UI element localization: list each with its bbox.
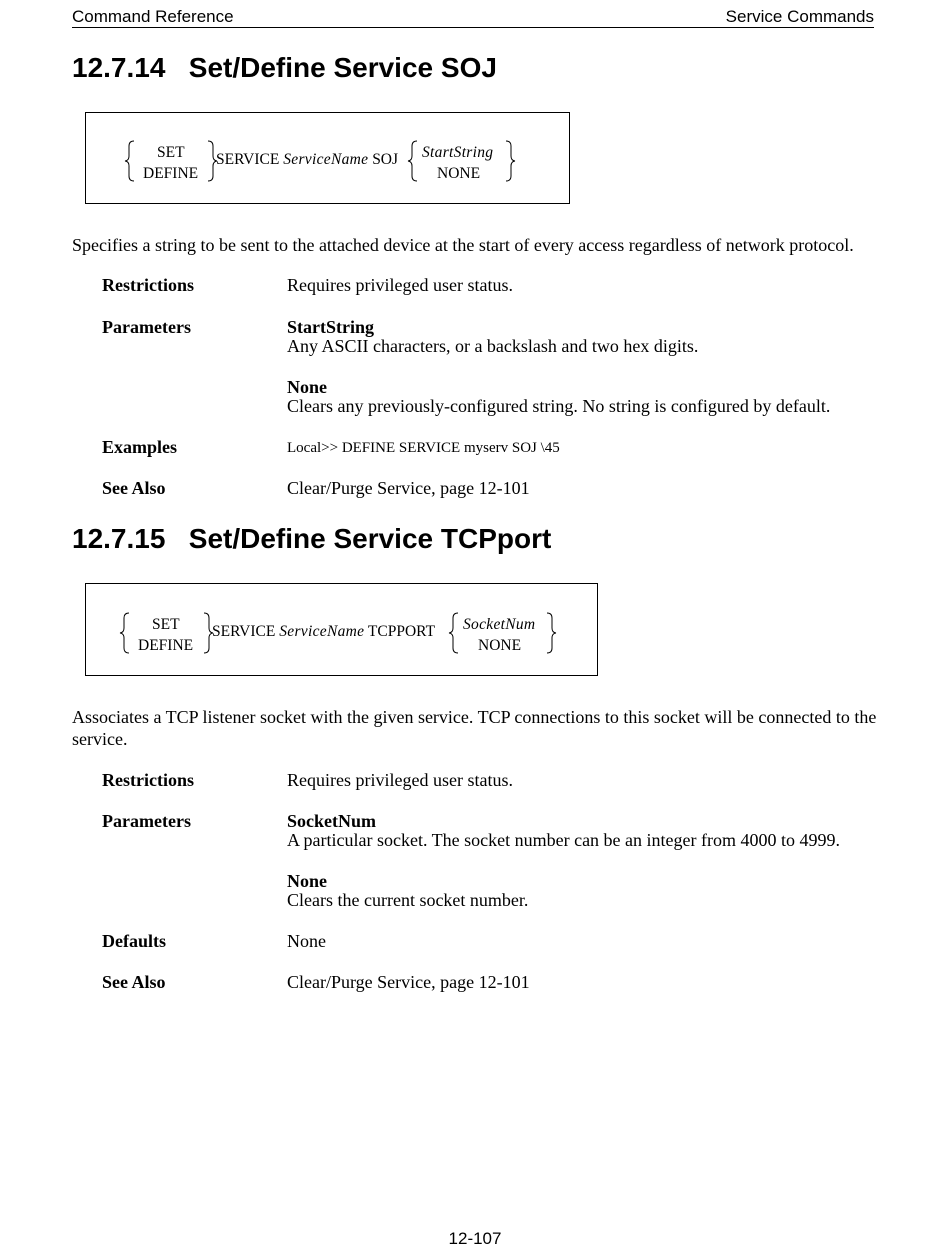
- defaults-label: Defaults: [102, 931, 166, 951]
- running-header-right: Service Commands: [725, 7, 874, 26]
- section-heading-tcpport: [72, 523, 551, 555]
- example-command: Local>> DEFINE SERVICE myserv SOJ \45: [287, 440, 560, 456]
- parameters-label: Parameters: [102, 317, 191, 337]
- left-brace: [408, 141, 417, 181]
- section-number: 12.7.15: [72, 523, 166, 554]
- parameter-name: StartString: [287, 317, 374, 337]
- restrictions-label: Restrictions: [102, 770, 194, 790]
- parameter-desc: Clears the current socket number.: [287, 890, 529, 910]
- description-tcpport: Associates a TCP listener socket with the given service. TCP connections to this socket will be connected to the service.: [72, 707, 877, 749]
- parameter-entry: [287, 318, 698, 356]
- restrictions-value: Requires privileged user status.: [287, 275, 513, 295]
- syntax-diagram-tcpport: [85, 583, 598, 676]
- syntax-param: ServiceName: [279, 623, 365, 640]
- left-brace: [125, 141, 134, 181]
- syntax-option-set: SET: [157, 144, 185, 161]
- right-brace: [506, 141, 515, 181]
- examples-label: Examples: [102, 437, 178, 457]
- syntax-value-socketnum: SocketNum: [463, 616, 536, 633]
- syntax-param: ServiceName: [283, 151, 369, 168]
- syntax-keyword: SERVICE: [216, 151, 280, 168]
- parameter-name: SocketNum: [287, 811, 376, 831]
- header-rule: [72, 27, 874, 28]
- syntax-value-startstring: StartString: [422, 144, 494, 161]
- syntax-option-define: DEFINE: [143, 165, 199, 182]
- syntax-value-none: NONE: [478, 637, 522, 654]
- left-brace: [449, 613, 458, 653]
- syntax-keyword: SERVICE: [212, 623, 276, 640]
- section-title: Set/Define Service SOJ: [188, 52, 497, 83]
- syntax-option-define: DEFINE: [138, 637, 194, 654]
- parameter-entry: [287, 378, 830, 416]
- see-also-label: See Also: [102, 478, 166, 498]
- restrictions-label: Restrictions: [102, 275, 194, 295]
- syntax-subcommand: SOJ: [372, 151, 399, 168]
- section-heading-soj: [72, 52, 497, 84]
- parameters-label: Parameters: [102, 811, 191, 831]
- syntax-diagram-soj: [85, 112, 570, 204]
- section-title: Set/Define Service TCPport: [188, 523, 552, 554]
- parameter-entry: [287, 872, 528, 910]
- page-number: 12-107: [448, 1229, 502, 1248]
- defaults-value: None: [287, 931, 326, 951]
- section-number: 12.7.14: [72, 52, 166, 83]
- left-brace: [120, 613, 129, 653]
- right-brace: [547, 613, 556, 653]
- see-also-link[interactable]: Clear/Purge Service, page 12-101: [287, 972, 530, 992]
- parameter-entry: [287, 812, 840, 850]
- syntax-option-set: SET: [152, 616, 180, 633]
- syntax-command-line: [216, 151, 398, 169]
- running-header-left: Command Reference: [72, 7, 234, 26]
- parameter-desc: Any ASCII characters, or a backslash and two hex digits.: [287, 336, 699, 356]
- syntax-value-none: NONE: [437, 165, 481, 182]
- see-also-label: See Also: [102, 972, 166, 992]
- parameter-name: None: [287, 377, 327, 397]
- restrictions-value: Requires privileged user status.: [287, 770, 513, 790]
- parameter-desc: Clears any previously-configured string. No string is configured by default.: [287, 396, 831, 416]
- syntax-command-line: [212, 623, 435, 641]
- syntax-subcommand: TCPPORT: [367, 623, 436, 640]
- description-soj: Specifies a string to be sent to the attached device at the start of every access regardless of network protocol.: [72, 235, 854, 255]
- see-also-link[interactable]: Clear/Purge Service, page 12-101: [287, 478, 530, 498]
- parameter-name: None: [287, 871, 327, 891]
- parameter-desc: A particular socket. The socket number can be an integer from 4000 to 4999.: [287, 830, 840, 850]
